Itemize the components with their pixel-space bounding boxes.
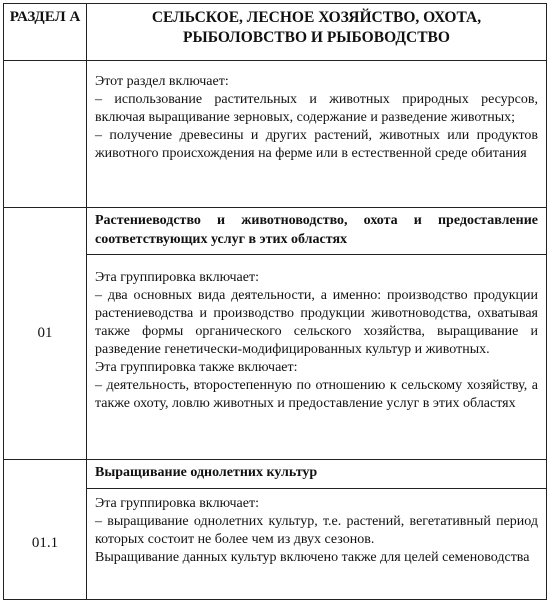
description-line: Эта группировка включает: (95, 270, 259, 285)
intro-row (4, 61, 547, 208)
group-title-row (4, 460, 547, 489)
group-code: 01 (4, 208, 87, 460)
description-line: Этот раздел включает: (95, 74, 229, 89)
description-line: – два основных вида деятельности, а именно: производство продукции растениеводства и производство продукции животноводства, охватывая также формы органического сельского хозяйства, выращивание и разведение генетически-модифицированных культур и животных. (95, 288, 538, 357)
group-description (87, 489, 547, 600)
group-title: Выращивание однолетних культур (87, 460, 547, 489)
description-line: Эта группировка включает: (95, 496, 259, 511)
description-line: Эта группировка также включает: (95, 360, 298, 375)
intro-code-cell (4, 61, 87, 208)
group-title: Растениеводство и животноводство, охота и предоставление соответствующих услуг в этих областях (87, 208, 547, 255)
section-code: РАЗДЕЛ А (4, 4, 87, 61)
group-title-row (4, 208, 547, 255)
description-line: – деятельность, второстепенную по отношению к сельскому хозяйству, а также охоту, ловлю животных и предоставление услуг в этих областях (95, 378, 538, 411)
classification-table (3, 3, 547, 600)
group-description (87, 255, 547, 460)
group-code: 01.1 (4, 460, 87, 600)
header-row (4, 4, 547, 61)
description-line: – использование растительных и животных природных ресурсов, включая выращивание зерновых, содержание и разведение животных; (95, 92, 538, 125)
section-title: СЕЛЬСКОЕ, ЛЕСНОЕ ХОЗЯЙСТВО, ОХОТА, РЫБОЛОВСТВО И РЫБОВОДСТВО (87, 4, 547, 61)
section-description (87, 61, 547, 208)
description-line: Выращивание данных культур включено также для целей семеноводства (95, 550, 530, 565)
description-line: – получение древесины и других растений, животных или продуктов животного происхождения на ферме или в естественной среде обитания (95, 128, 538, 161)
description-line: – выращивание однолетних культур, т.е. растений, вегетативный период которых состоит не более чем из двух сезонов. (95, 514, 538, 547)
